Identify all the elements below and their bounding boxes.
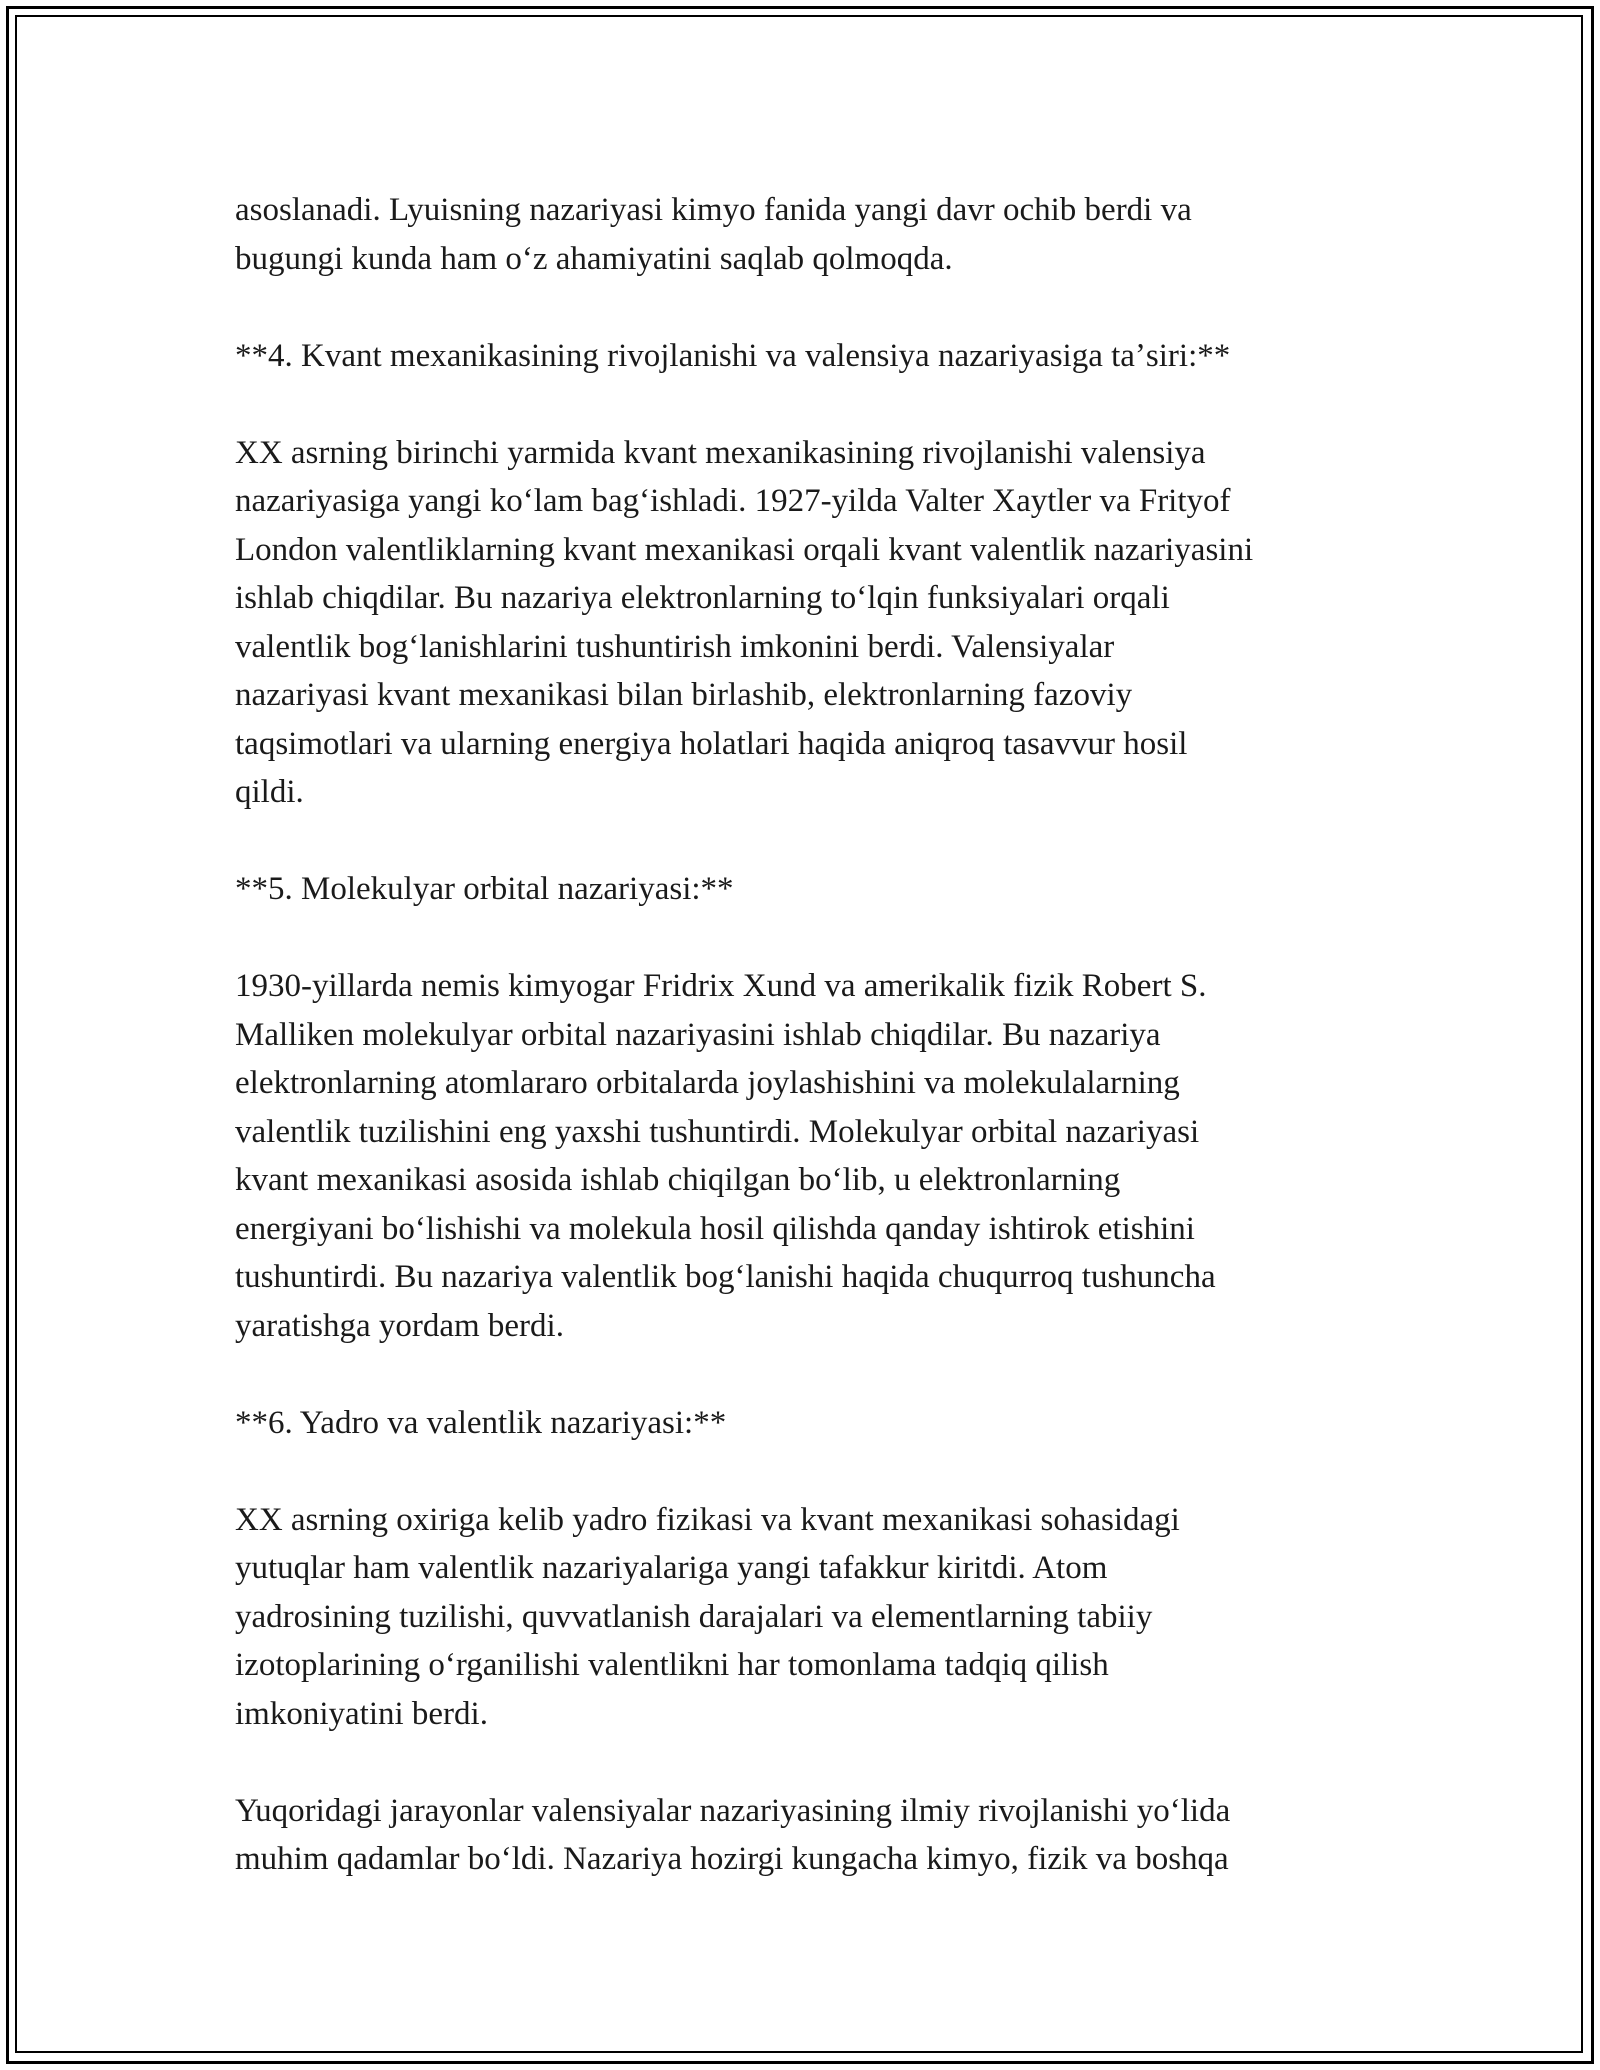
paragraph-continuation: asoslanadi. Lyuisning nazariyasi kimyo fanida yangi davr ochib berdi va bugungi kunda ham oʻz ahamiyatini saqlab qolmoqda. bbox=[235, 192, 1192, 277]
document-body bbox=[235, 186, 1385, 1884]
paragraph-molecular-orbital: 1930-yillarda nemis kimyogar Fridrix Xund va amerikalik fizik Robert S. Malliken molekulyar orbital nazariyasini ishlab chiqdilar. Bu nazariya elektronlarning atomlararo orbitalarda joylashishini va molekulalarning valentlik tuzilishini eng yaxshi tushuntirdi. Molekulyar orbital nazariyasi kvant mexanikasi asosida ishlab chiqilgan boʻlib, u elektronlarning energiyani boʻlishishi va molekula hosil qilishda qanday ishtirok etishini tushuntirdi. Bu nazariya valentlik bogʻlanishi haqida chuqurroq tushuncha yaratishga yordam berdi. bbox=[235, 968, 1216, 1344]
section-heading-4: **4. Kvant mexanikasining rivojlanishi va valensiya nazariyasiga taʼsiri:** bbox=[235, 337, 1231, 374]
section-heading-6: **6. Yadro va valentlik nazariyasi:** bbox=[235, 1404, 727, 1441]
paragraph-quantum-mechanics: XX asrning birinchi yarmida kvant mexanikasining rivojlanishi valensiya nazariyasiga yangi koʻlam bagʻishladi. 1927-yilda Valter Xaytler va Frityof London valentliklarning kvant mexanikasi orqali kvant valentlik nazariyasini ishlab chiqdilar. Bu nazariya elektronlarning toʻlqin funksiyalari orqali valentlik bogʻlanishlarini tushuntirish imkonini berdi. Valensiyalar nazariyasi kvant mexanikasi bilan birlashib, elektronlarning fazoviy taqsimotlari va ularning energiya holatlari haqida aniqroq tasavvur hosil qildi. bbox=[235, 434, 1254, 810]
section-heading-5: **5. Molekulyar orbital nazariyasi:** bbox=[235, 871, 734, 907]
paragraph-conclusion: Yuqoridagi jarayonlar valensiyalar nazariyasining ilmiy rivojlanishi yoʻlida muhim qadamlar boʻldi. Nazariya hozirgi kungacha kimyo, fizik va boshqa bbox=[235, 1792, 1231, 1877]
paragraph-nuclear-valence: XX asrning oxiriga kelib yadro fizikasi va kvant mexanikasi sohasidagi yutuqlar ham valentlik nazariyalariga yangi tafakkur kiritdi. Atom yadrosining tuzilishi, quvvatlanish darajalari va elementlarning tabiiy izotoplarining oʻrganilishi valentlikni har tomonlama tadqiq qilish imkoniyatini berdi. bbox=[235, 1501, 1180, 1732]
